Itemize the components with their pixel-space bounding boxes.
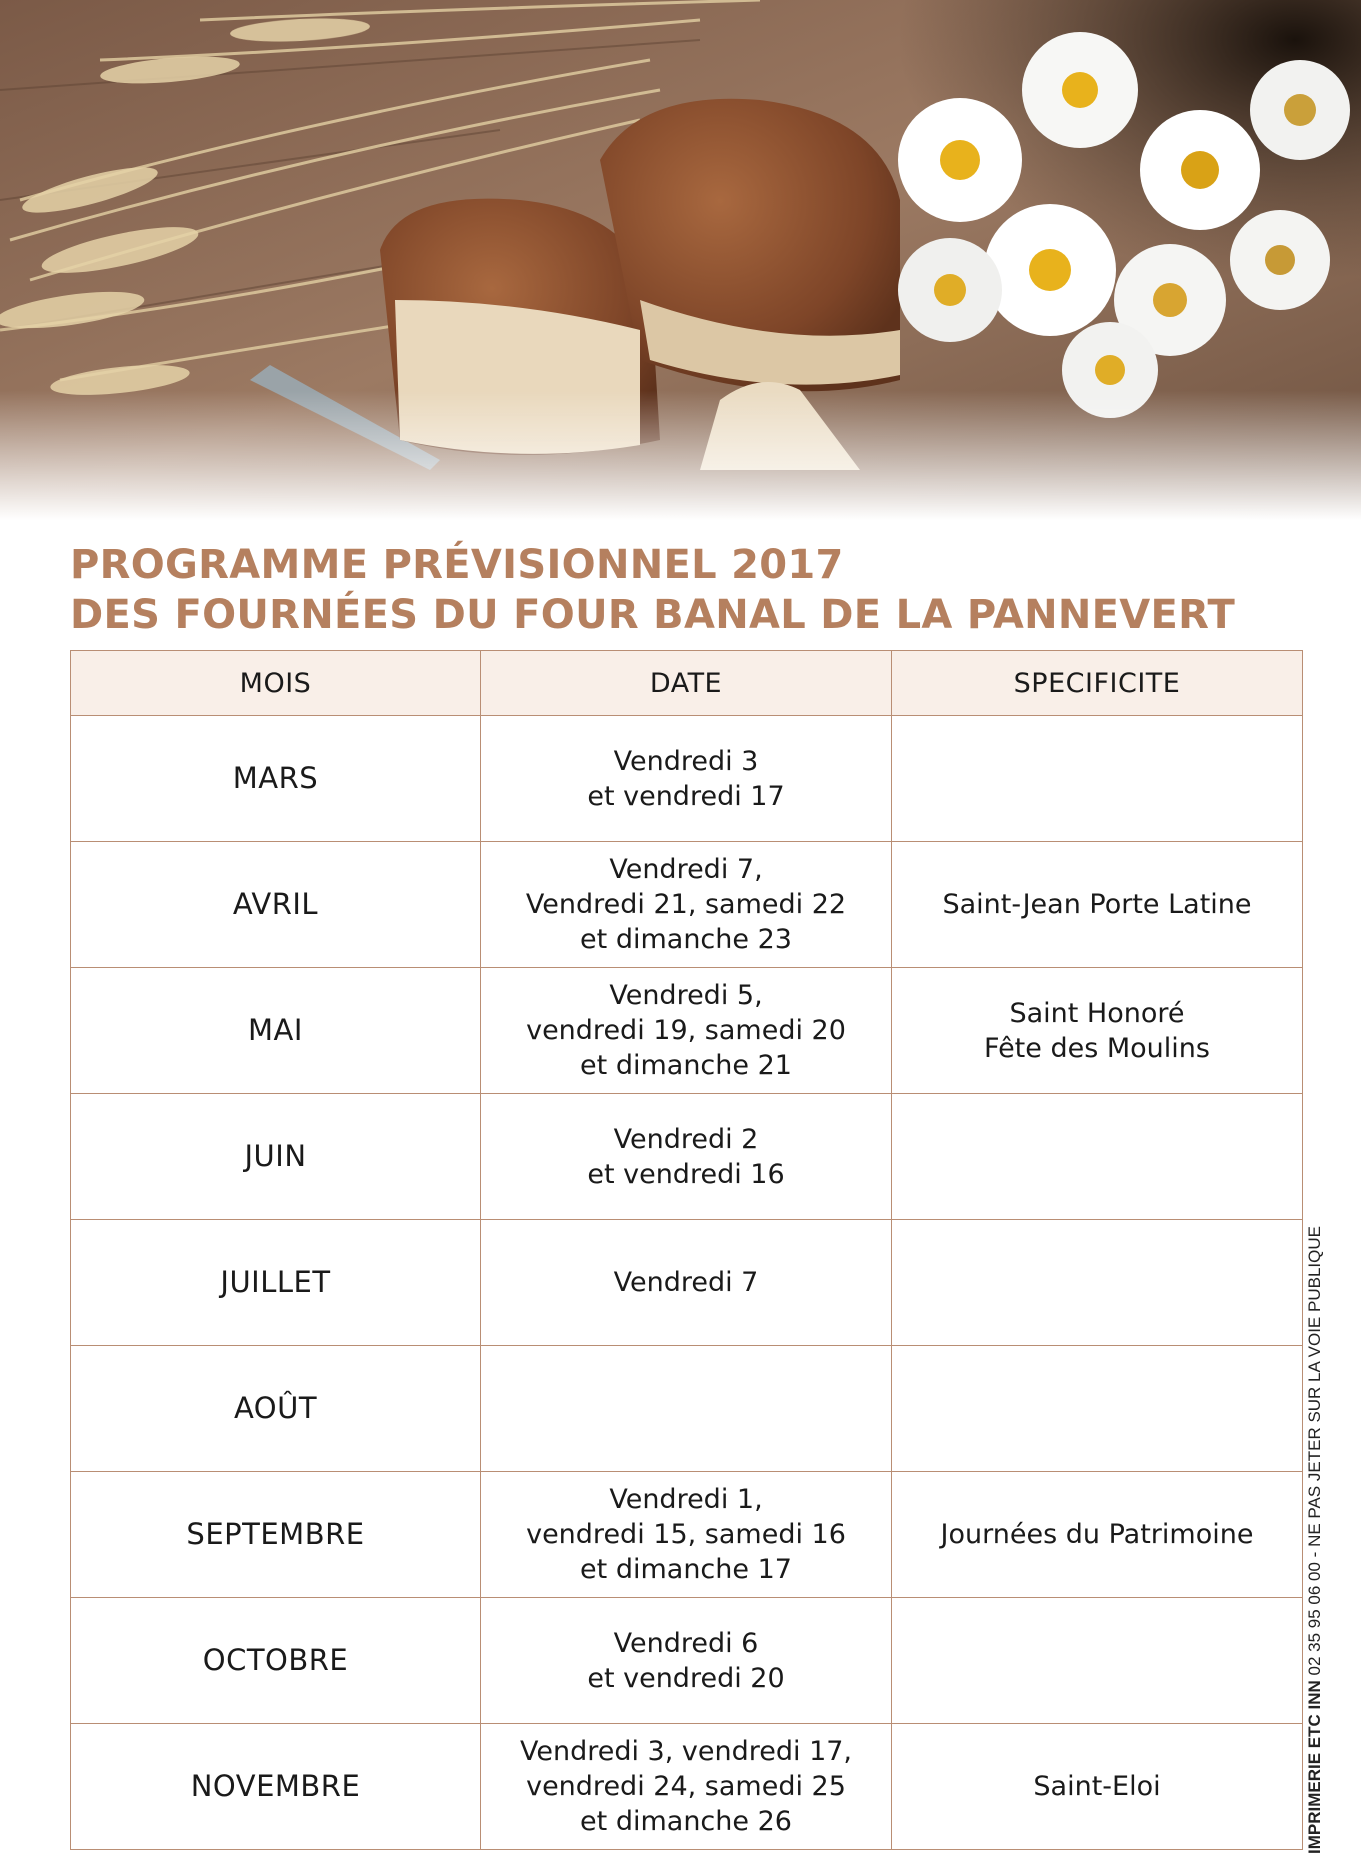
date-cell: [481, 1346, 892, 1472]
specificity-cell: [892, 1220, 1303, 1346]
table-row: [71, 1724, 1303, 1850]
month-cell: OCTOBRE: [71, 1598, 481, 1724]
printer-notice-text: 02 35 95 06 00 - NE PAS JETER SUR LA VOIE PUBLIQUE: [1305, 1226, 1324, 1681]
date-cell: Vendredi 1, vendredi 15, samedi 16 et dimanche 17: [481, 1472, 892, 1598]
title-line-2: DES FOURNÉES DU FOUR BANAL DE LA PANNEVERT: [70, 592, 1236, 638]
table-row: [71, 1598, 1303, 1724]
specificity-cell: [892, 1094, 1303, 1220]
specificity-cell: [892, 1346, 1303, 1472]
title-line-1: PROGRAMME PRÉVISIONNEL 2017: [70, 542, 844, 588]
schedule-table: [70, 650, 1303, 1850]
table-row: [71, 1094, 1303, 1220]
printer-notice: [1305, 1134, 1325, 1854]
month-cell: AVRIL: [71, 842, 481, 968]
month-cell: NOVEMBRE: [71, 1724, 481, 1850]
table-row: [71, 842, 1303, 968]
specificity-cell: [892, 1598, 1303, 1724]
table-row: [71, 1220, 1303, 1346]
table-row: [71, 1472, 1303, 1598]
month-cell: MARS: [71, 716, 481, 842]
date-cell: Vendredi 2 et vendredi 16: [481, 1094, 892, 1220]
header-photo: [0, 0, 1361, 520]
month-cell: MAI: [71, 968, 481, 1094]
date-cell: Vendredi 5, vendredi 19, samedi 20 et dimanche 21: [481, 968, 892, 1094]
date-cell: Vendredi 3 et vendredi 17: [481, 716, 892, 842]
month-cell: JUILLET: [71, 1220, 481, 1346]
table-row: [71, 968, 1303, 1094]
column-header-specificite: SPECIFICITE: [892, 651, 1303, 716]
column-header-mois: MOIS: [71, 651, 481, 716]
table-row: [71, 1346, 1303, 1472]
month-cell: JUIN: [71, 1094, 481, 1220]
specificity-cell: Journées du Patrimoine: [892, 1472, 1303, 1598]
month-cell: SEPTEMBRE: [71, 1472, 481, 1598]
specificity-cell: Saint-Jean Porte Latine: [892, 842, 1303, 968]
specificity-cell: Saint-Eloi: [892, 1724, 1303, 1850]
date-cell: Vendredi 7: [481, 1220, 892, 1346]
printer-name: IMPRIMERIE ETC INN: [1305, 1680, 1324, 1854]
date-cell: Vendredi 6 et vendredi 20: [481, 1598, 892, 1724]
specificity-cell: Saint Honoré Fête des Moulins: [892, 968, 1303, 1094]
date-cell: Vendredi 7, Vendredi 21, samedi 22 et dimanche 23: [481, 842, 892, 968]
month-cell: AOÛT: [71, 1346, 481, 1472]
page-title: [70, 540, 1320, 640]
date-cell: Vendredi 3, vendredi 17, vendredi 24, samedi 25 et dimanche 26: [481, 1724, 892, 1850]
specificity-cell: [892, 716, 1303, 842]
table-header-row: [71, 651, 1303, 716]
column-header-date: DATE: [481, 651, 892, 716]
table-row: [71, 716, 1303, 842]
